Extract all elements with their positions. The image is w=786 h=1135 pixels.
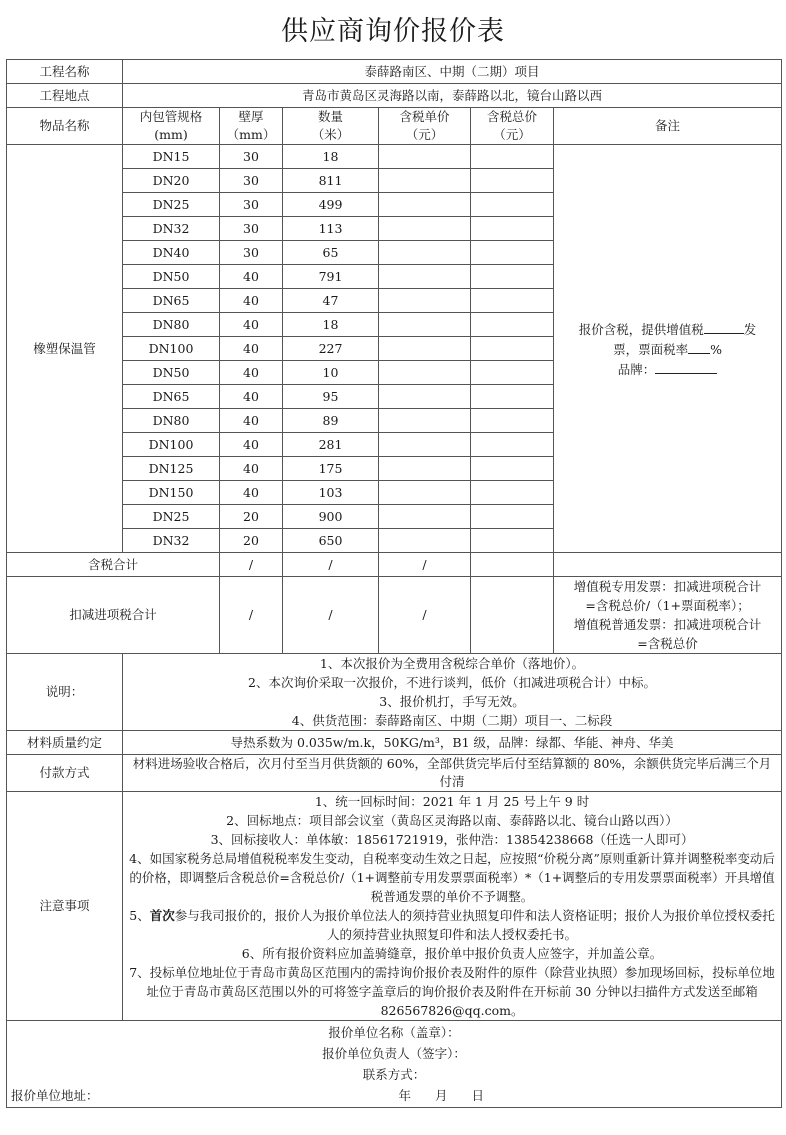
attention-item5-rest: 参与我司报价的，报价人为报价单位法人的须持营业执照复印件和法人资格证明；报价人为报价单位授权委托人的须持营业执照复印件和法人授权委托书。 — [174, 908, 775, 942]
item-thickness: 30 — [220, 145, 283, 169]
attention-item: 6、所有报价资料应加盖骑缝章，报价单中报价负责人应签字，并加盖公章。 — [241, 946, 663, 961]
item-spec: DN50 — [123, 265, 220, 289]
deduct-total-note — [554, 577, 782, 654]
quality-value: 导热系数为 0.035w/m.k，50KG/m³，B1 级，品牌：绿都、华能、神舟、华美 — [123, 731, 782, 755]
item-total-price-field[interactable] — [471, 265, 554, 289]
item-unit-price-field[interactable] — [379, 433, 471, 457]
remarks-cell — [554, 145, 782, 553]
item-total-price-field[interactable] — [471, 409, 554, 433]
remark-text: 发 — [743, 321, 757, 337]
item-quantity: 10 — [283, 361, 379, 385]
attention-item: 2、回标地点：项目部会议室（黄岛区灵海路以南、泰薛路以北、镜台山路以西）） — [226, 813, 678, 828]
item-quantity: 89 — [283, 409, 379, 433]
item-quantity: 281 — [283, 433, 379, 457]
header-unit-price-line1: 含税单价 — [399, 109, 450, 124]
project-location-value: 青岛市黄岛区灵海路以南，泰薛路以北，镜台山路以西 — [123, 84, 782, 108]
item-thickness: 20 — [220, 505, 283, 529]
item-group-name: 橡塑保温管 — [7, 145, 123, 553]
item-spec: DN100 — [123, 337, 220, 361]
item-quantity: 791 — [283, 265, 379, 289]
signature-person-field[interactable]: 报价单位负责人（签字）： — [322, 1046, 466, 1061]
invoice-type-blank[interactable] — [704, 319, 744, 334]
item-unit-price-field[interactable] — [379, 457, 471, 481]
attention-item: 3、回标接收人：单体敏：18561721919，张仲浩：13854238668（任选一人即可） — [210, 832, 694, 847]
item-spec: DN25 — [123, 505, 220, 529]
remark-text: 品牌： — [617, 361, 656, 377]
item-unit-price-field[interactable] — [379, 505, 471, 529]
note-item: 4、供货范围：泰薛路南区、中期（二期）项目一、二标段 — [291, 713, 613, 728]
remark-line — [558, 319, 777, 339]
item-spec: DN100 — [123, 433, 220, 457]
item-unit-price-field[interactable] — [379, 265, 471, 289]
project-name-row — [7, 60, 782, 84]
item-spec: DN50 — [123, 361, 220, 385]
tax-total-row — [7, 553, 782, 577]
item-quantity: 113 — [283, 217, 379, 241]
attention-item5-prefix: 5、 — [129, 908, 150, 923]
item-total-price-field[interactable] — [471, 361, 554, 385]
item-total-price-field[interactable] — [471, 337, 554, 361]
item-spec: DN20 — [123, 169, 220, 193]
header-total-price-line1: 含税总价 — [486, 109, 537, 124]
item-thickness: 40 — [220, 313, 283, 337]
item-thickness: 40 — [220, 337, 283, 361]
attention-item: 1、统一回标时间：2021 年 1 月 25 号上午 9 时 — [314, 794, 590, 809]
item-quantity: 18 — [283, 313, 379, 337]
item-total-price-field[interactable] — [471, 385, 554, 409]
item-thickness: 40 — [220, 409, 283, 433]
deduct-total-slash-2: / — [283, 577, 379, 654]
item-thickness: 30 — [220, 241, 283, 265]
attention-content — [123, 792, 782, 1021]
item-thickness: 20 — [220, 529, 283, 553]
item-thickness: 40 — [220, 361, 283, 385]
quotation-table — [6, 59, 782, 1108]
header-total-price — [471, 108, 554, 145]
payment-value: 材料进场验收合格后，次月付至当月供货额的 60%，全部供货完毕后付至结算额的 80%，余额供货完毕后满三个月付清 — [123, 755, 782, 792]
item-spec: DN150 — [123, 481, 220, 505]
brand-blank[interactable] — [655, 359, 717, 374]
header-thickness-line2: （mm） — [226, 127, 276, 142]
item-unit-price-field[interactable] — [379, 313, 471, 337]
remark-line — [558, 359, 777, 379]
attention-row — [7, 792, 782, 1021]
header-quantity — [283, 108, 379, 145]
header-thickness — [220, 108, 283, 145]
header-spec-line1: 内包管规格 — [139, 109, 203, 124]
item-thickness: 40 — [220, 289, 283, 313]
remark-line — [558, 339, 777, 359]
item-thickness: 30 — [220, 217, 283, 241]
payment-label: 付款方式 — [7, 755, 123, 792]
attention-item: 4、如国家税务总局增值税税率发生变动，自税率变动生效之日起，应按照“价税分离”原则重新计算并调整税率变动后的价格，即调整后含税总价=含税总价/（1+调整前专用发票票面税率）*（1+调整后的专用发票票面税率）开具增值税普通发票的单价不予调整。 — [129, 851, 775, 904]
item-unit-price-field[interactable] — [379, 145, 471, 169]
deduct-note-line: 增值税专用发票：扣减进项税合计 — [573, 579, 762, 594]
note-item: 1、本次报价为全费用含税综合单价（落地价）。 — [319, 656, 585, 671]
item-unit-price-field[interactable] — [379, 409, 471, 433]
deduct-total-slash-3: / — [379, 577, 471, 654]
header-item-name: 物品名称 — [7, 108, 123, 145]
deduct-note-line: =含税总价 — [637, 636, 698, 651]
header-unit-price — [379, 108, 471, 145]
tax-total-slash-3: / — [379, 553, 471, 577]
item-thickness: 30 — [220, 169, 283, 193]
project-location-label: 工程地点 — [7, 84, 123, 108]
date-month: 月 — [435, 1088, 448, 1103]
item-spec: DN65 — [123, 289, 220, 313]
item-total-price-field[interactable] — [471, 193, 554, 217]
signature-contact-field[interactable]: 联系方式： — [362, 1067, 426, 1082]
item-thickness: 40 — [220, 385, 283, 409]
item-quantity: 18 — [283, 145, 379, 169]
item-total-price-field[interactable] — [471, 433, 554, 457]
item-thickness: 30 — [220, 193, 283, 217]
column-header-row — [7, 108, 782, 145]
item-quantity: 175 — [283, 457, 379, 481]
item-total-price-field[interactable] — [471, 457, 554, 481]
item-total-price-field[interactable] — [471, 529, 554, 553]
item-quantity: 900 — [283, 505, 379, 529]
item-spec: DN40 — [123, 241, 220, 265]
header-spec-line2: (mm) — [154, 127, 188, 142]
item-spec: DN80 — [123, 313, 220, 337]
item-quantity: 47 — [283, 289, 379, 313]
item-spec: DN32 — [123, 529, 220, 553]
signature-address-field[interactable]: 报价单位地址： — [11, 1088, 99, 1103]
item-thickness: 40 — [220, 265, 283, 289]
item-spec: DN32 — [123, 217, 220, 241]
date-day: 日 — [471, 1088, 485, 1103]
signature-address-line — [11, 1085, 777, 1106]
item-unit-price-field[interactable] — [379, 217, 471, 241]
tax-rate-blank[interactable] — [688, 339, 710, 354]
item-spec: DN25 — [123, 193, 220, 217]
notes-row — [7, 654, 782, 731]
item-quantity: 103 — [283, 481, 379, 505]
attention-item: 7、投标单位地址位于青岛市黄岛区范围内的需持询价报价表及附件的原件（除营业执照）参加现场回标，投标单位地址位于青岛市黄岛区范围以外的可将签字盖章后的询价报价表及附件在开标前 30 分钟以扫描件方式发送至邮箱 826567826@qq.com。 — [129, 965, 775, 1018]
item-row — [7, 145, 782, 169]
header-thickness-line1: 壁厚 — [238, 109, 264, 124]
header-total-price-line2: （元） — [493, 127, 531, 142]
note-item: 3、报价机打，手写无效。 — [379, 694, 525, 709]
project-location-row — [7, 84, 782, 108]
quality-label: 材料质量约定 — [7, 731, 123, 755]
deduct-total-amount-field[interactable] — [471, 577, 554, 654]
project-name-label: 工程名称 — [7, 60, 123, 84]
signature-date[interactable] — [399, 1085, 505, 1106]
deduct-note-line: =含税总价/（1+票面税率）； — [585, 598, 750, 613]
item-thickness: 40 — [220, 457, 283, 481]
item-quantity: 65 — [283, 241, 379, 265]
header-remarks: 备注 — [554, 108, 782, 145]
item-quantity: 227 — [283, 337, 379, 361]
item-total-price-field[interactable] — [471, 505, 554, 529]
page-title: 供应商询价报价表 — [281, 16, 505, 47]
header-unit-price-line2: （元） — [405, 127, 444, 142]
item-total-price-field[interactable] — [471, 145, 554, 169]
item-quantity: 499 — [283, 193, 379, 217]
item-unit-price-field[interactable] — [379, 481, 471, 505]
attention-item5-bold: 首次 — [149, 908, 175, 923]
item-total-price-field[interactable] — [471, 481, 554, 505]
item-spec: DN15 — [123, 145, 220, 169]
attention-label: 注意事项 — [7, 792, 123, 1021]
notes-label: 说明： — [7, 654, 123, 731]
item-unit-price-field[interactable] — [379, 289, 471, 313]
item-total-price-field[interactable] — [471, 217, 554, 241]
item-quantity: 811 — [283, 169, 379, 193]
quality-row — [7, 731, 782, 755]
item-quantity: 95 — [283, 385, 379, 409]
date-year: 年 — [398, 1088, 412, 1103]
tax-total-amount-field[interactable] — [471, 553, 554, 577]
note-item: 2、本次询价采取一次报价，不进行谈判，低价（扣减进项税合计）中标。 — [248, 675, 657, 690]
deduct-note-line: 增值税普通发票：扣减进项税合计 — [573, 617, 762, 632]
header-quantity-line1: 数量 — [317, 109, 343, 124]
item-thickness: 40 — [220, 433, 283, 457]
notes-content — [123, 654, 782, 731]
remark-text: 报价含税，提供增值税 — [578, 321, 704, 337]
deduct-total-label: 扣减进项税合计 — [7, 577, 220, 654]
item-unit-price-field[interactable] — [379, 529, 471, 553]
deduct-total-slash-1: / — [220, 577, 283, 654]
item-thickness: 40 — [220, 481, 283, 505]
remark-text: 票，票面税率 — [613, 341, 689, 357]
signature-block — [7, 1021, 782, 1108]
tax-total-label: 含税合计 — [7, 553, 220, 577]
signature-row — [7, 1021, 782, 1108]
item-unit-price-field[interactable] — [379, 241, 471, 265]
item-unit-price-field[interactable] — [379, 337, 471, 361]
item-unit-price-field[interactable] — [379, 169, 471, 193]
item-total-price-field[interactable] — [471, 241, 554, 265]
deduct-total-row — [7, 577, 782, 654]
item-spec: DN65 — [123, 385, 220, 409]
project-name-value: 泰薛路南区、中期（二期）项目 — [123, 60, 782, 84]
item-total-price-field[interactable] — [471, 289, 554, 313]
payment-row — [7, 755, 782, 792]
tax-total-slash-1: / — [220, 553, 283, 577]
item-unit-price-field[interactable] — [379, 385, 471, 409]
item-quantity: 650 — [283, 529, 379, 553]
attention-item — [127, 906, 777, 944]
remark-text: % — [710, 341, 722, 357]
item-unit-price-field[interactable] — [379, 193, 471, 217]
header-spec — [123, 108, 220, 145]
tax-total-remark — [554, 553, 782, 577]
signature-company-field[interactable]: 报价单位名称（盖章）： — [328, 1025, 460, 1040]
item-spec: DN125 — [123, 457, 220, 481]
item-total-price-field[interactable] — [471, 169, 554, 193]
tax-total-slash-2: / — [283, 553, 379, 577]
item-total-price-field[interactable] — [471, 313, 554, 337]
header-quantity-line2: （米） — [311, 127, 350, 142]
item-spec: DN80 — [123, 409, 220, 433]
item-unit-price-field[interactable] — [379, 361, 471, 385]
